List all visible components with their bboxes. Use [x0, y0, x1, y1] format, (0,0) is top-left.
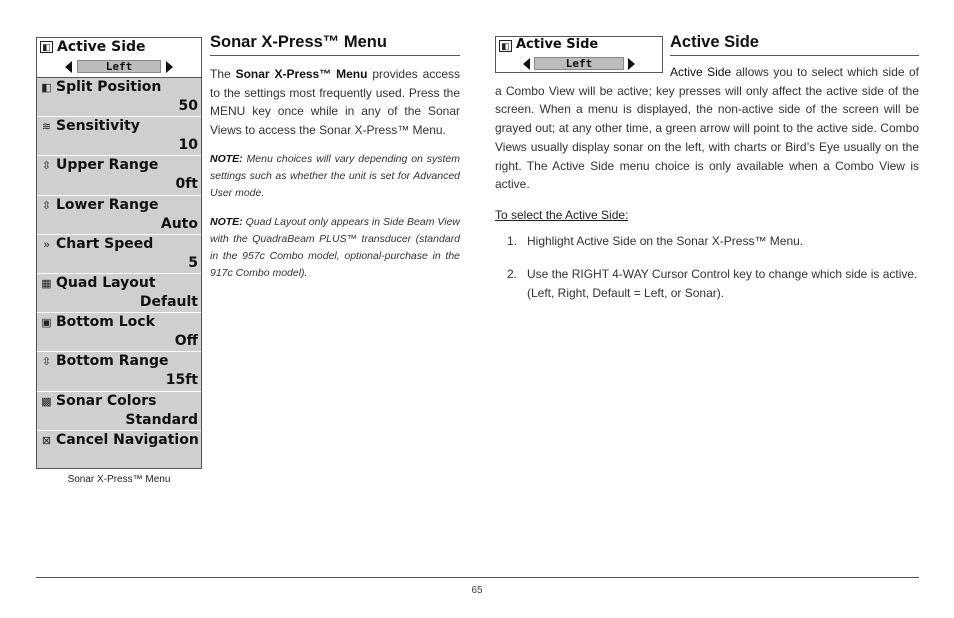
menu-item-value: 5: [188, 254, 198, 271]
menu-header-active-side: [37, 38, 201, 78]
active-side-heading: [670, 32, 919, 56]
menu-header-selector: [37, 59, 201, 75]
menu-item-value: Standard: [125, 411, 198, 428]
note-advanced-user: [210, 151, 460, 202]
menu-item-label: Chart Speed: [56, 235, 154, 252]
range-icon: ⇳: [41, 199, 52, 212]
section-title: Sonar X-Press™ Menu: [210, 33, 387, 51]
mini-menu-selection: Left: [534, 57, 624, 70]
menu-item-lower-range: [37, 196, 201, 235]
menu-item-value: 50: [178, 98, 198, 114]
step-number: 2.: [507, 267, 518, 281]
arrow-right-icon: [166, 61, 173, 73]
step-1: [507, 232, 919, 251]
mini-menu-title: Active Side: [516, 37, 599, 52]
active-side-paragraph: [495, 63, 919, 194]
intro-post: provides access to the settings most frequently used. Press the MENU key once while in any of the Sonar Views to access the Sonar X-Press™ Menu.: [210, 67, 461, 138]
menu-item-value: 10: [178, 137, 198, 154]
menu-item-label: Lower Range: [56, 196, 159, 213]
layout-icon: ▦: [41, 277, 52, 290]
colors-icon: ▩: [41, 395, 52, 408]
menu-item-label: Sensitivity: [56, 118, 140, 135]
note-label: NOTE:: [210, 152, 243, 165]
step-2: [507, 265, 919, 302]
menu-item-sonar-colors: [37, 392, 201, 431]
step-text: Use the RIGHT 4-WAY Cursor Control key to change which side is active. (Left, Right, Default = Left, or Sonar).: [527, 267, 918, 300]
menu-item-bottom-range: [37, 352, 201, 391]
section-title: Active Side: [670, 33, 759, 51]
step-text: Highlight Active Side on the Sonar X-Press™ Menu.: [527, 234, 804, 248]
menu-item-label: Quad Layout: [56, 274, 156, 291]
intro-paragraph: [210, 65, 460, 140]
page-number: 65: [471, 585, 483, 596]
menu-item-value: Default: [139, 293, 198, 310]
menu-item-bottom-lock: [37, 313, 201, 352]
note-text: Quad Layout only appears in Side Beam View with the QuadraBeam PLUS™ transducer (standard in the 957c Combo model, optional-purchase in the 917c Combo model).: [210, 215, 460, 279]
para-text: allows you to select which side of a Combo View will be active; key presses will only affect the active side of the screen. When a menu is displayed, the non-active side of the screen will be grayed out; at any other time, a green arrow will point to the active side. Combo Views usually display sonar on the left, with charts or Bird’s Eye usually on the right. The Active Side menu choice is only available when a Combo View is active.: [495, 65, 919, 192]
menu-header-title: Active Side: [57, 39, 146, 55]
menu-item-value: 15ft: [165, 372, 198, 389]
menu-item-upper-range: [37, 156, 201, 195]
sonar-xpress-menu-image: [36, 37, 202, 469]
note-label: NOTE:: [210, 215, 243, 228]
range-icon: ⇳: [41, 356, 52, 369]
active-side-icon: ◧: [499, 40, 512, 52]
sonar-xpress-section: [210, 32, 460, 282]
arrow-left-icon: [65, 61, 72, 73]
footer-rule: [36, 577, 919, 578]
menu-item-label: Split Position: [56, 79, 162, 95]
speed-icon: »: [43, 238, 50, 251]
lock-icon: ▣: [41, 317, 52, 330]
note-text: Menu choices will vary depending on system settings such as whether the unit is set for Advanced User mode.: [210, 152, 460, 199]
menu-item-value: Off: [174, 333, 198, 350]
menu-item-label: Upper Range: [56, 157, 159, 174]
intro-bold: Sonar X-Press™ Menu: [235, 67, 368, 81]
note-quad-layout: [210, 214, 460, 282]
menu-header-selection: Left: [77, 60, 161, 73]
split-icon: ◧: [41, 82, 52, 94]
intro-pre: The: [210, 67, 236, 81]
menu-item-label: Sonar Colors: [56, 392, 157, 409]
menu-item-split-position: [37, 78, 201, 117]
menu-item-label: Bottom Range: [56, 353, 169, 370]
para-bold: Active Side: [670, 65, 732, 79]
procedure-subheading: To select the Active Side:: [495, 208, 629, 222]
menu-caption: Sonar X-Press™ Menu: [67, 474, 171, 485]
active-side-icon: ◧: [40, 41, 53, 53]
menu-item-sensitivity: [37, 117, 201, 156]
menu-item-cancel-navigation: [37, 431, 201, 470]
title-rule: [670, 55, 919, 56]
menu-item-label: Bottom Lock: [56, 314, 155, 331]
menu-item-label: Cancel Navigation: [56, 431, 199, 448]
range-icon: ⇳: [41, 160, 52, 173]
menu-item-value: Auto: [160, 215, 198, 232]
step-number: 1.: [507, 234, 518, 248]
menu-item-quad-layout: [37, 274, 201, 313]
menu-item-chart-speed: [37, 235, 201, 274]
sensitivity-icon: ≋: [41, 121, 52, 134]
cancel-icon: ⊠: [41, 434, 52, 447]
title-rule: [210, 55, 460, 56]
menu-item-value: 0ft: [175, 176, 198, 193]
